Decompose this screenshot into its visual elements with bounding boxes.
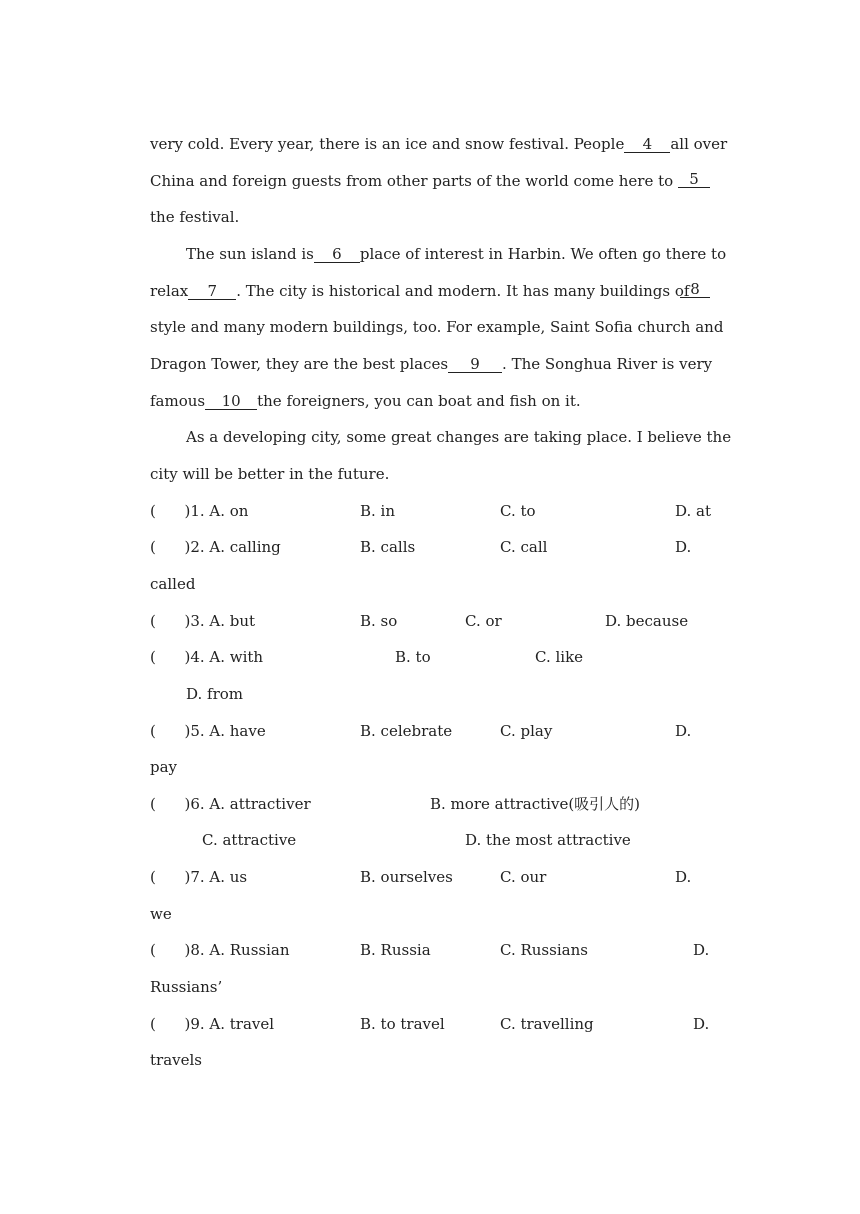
question-7-option-d-wrap: we: [150, 905, 172, 923]
question-1-option-c: C. to: [500, 502, 536, 520]
passage-text: relax: [150, 282, 189, 300]
question-1-stem: ( )1. A. on: [150, 502, 249, 520]
question-7-option-b: B. ourselves: [360, 868, 453, 886]
question-2-stem: ( )2. A. calling: [150, 538, 281, 556]
blank-7: 7: [188, 283, 236, 300]
passage-line-2: [150, 171, 710, 191]
question-8-option-b: B. Russia: [360, 941, 431, 959]
blank-5: 5: [678, 171, 710, 188]
question-2-option-d-wrap: called: [150, 575, 196, 593]
question-9-option-d: D.: [693, 1015, 710, 1033]
passage-line-3: the festival.: [150, 208, 240, 226]
passage-line-7: [150, 354, 713, 374]
passage-text: very cold. Every year, there is an ice and snow festival. People: [150, 135, 625, 153]
question-3-option-b: B. so: [360, 612, 398, 630]
question-3-stem: ( )3. A. but: [150, 612, 256, 630]
passage-line-1: [150, 134, 728, 154]
passage-text: famous: [150, 392, 206, 410]
passage-text: place of interest in Harbin. We often go there to: [359, 245, 727, 263]
question-7-stem: ( )7. A. us: [150, 868, 248, 886]
question-6-option-d: D. the most attractive: [465, 831, 631, 849]
passage-line-4: [150, 244, 727, 264]
passage-text: China and foreign guests from other parts of the world come here to: [150, 172, 674, 190]
passage-line-8: [150, 391, 710, 411]
passage-line-6: style and many modern buildings, too. For example, Saint Sofia church and: [150, 318, 724, 336]
question-3-option-c: C. or: [465, 612, 502, 630]
question-4-option-b: B. to: [395, 648, 431, 666]
blank-9: 9: [448, 356, 502, 373]
passage-text: Dragon Tower, they are the best places: [150, 355, 449, 373]
question-9-option-b: B. to travel: [360, 1015, 445, 1033]
question-4-option-c: C. like: [535, 648, 584, 666]
question-5-option-c: C. play: [500, 722, 553, 740]
question-8-option-c: C. Russians: [500, 941, 588, 959]
question-2-option-c: C. call: [500, 538, 548, 556]
question-6-option-b: B. more attractive(吸引人的): [430, 795, 641, 813]
question-6-stem: ( )6. A. attractiver: [150, 795, 311, 813]
question-8-option-d: D.: [693, 941, 710, 959]
question-6-option-c: C. attractive: [202, 831, 297, 849]
passage-text: the foreigners, you can boat and fish on it.: [257, 392, 581, 410]
question-2-option-b: B. calls: [360, 538, 416, 556]
passage-text: . The Songhua River is very: [502, 355, 713, 373]
passage-line-10: city will be better in the future.: [150, 465, 390, 483]
question-5-option-d-wrap: pay: [150, 758, 178, 776]
question-9-option-c: C. travelling: [500, 1015, 594, 1033]
passage-text: As a developing city, some great changes are taking place. I believe the: [186, 428, 732, 446]
question-1-option-d: D. at: [675, 502, 711, 520]
blank-10: 10: [205, 393, 257, 410]
blank-4: 4: [624, 136, 670, 153]
passage-line-9: [150, 427, 732, 447]
question-7-option-d: D.: [675, 868, 692, 886]
question-8-stem: ( )8. A. Russian: [150, 941, 290, 959]
question-2-option-d: D.: [675, 538, 692, 556]
question-5-option-b: B. celebrate: [360, 722, 453, 740]
question-7-option-c: C. our: [500, 868, 547, 886]
question-1-option-b: B. in: [360, 502, 396, 520]
question-4-option-d: D. from: [186, 685, 244, 703]
question-9-stem: ( )9. A. travel: [150, 1015, 275, 1033]
passage-line-5: [150, 281, 710, 301]
passage-text: all over: [670, 135, 728, 153]
question-4-stem: ( )4. A. with: [150, 648, 264, 666]
passage-text: . The city is historical and modern. It has many buildings of: [236, 282, 690, 300]
question-5-option-d: D.: [675, 722, 692, 740]
blank-6: 6: [314, 246, 360, 263]
question-9-option-d-wrap: travels: [150, 1051, 202, 1069]
question-5-stem: ( )5. A. have: [150, 722, 266, 740]
question-3-option-d: D. because: [605, 612, 689, 630]
blank-8: 8: [680, 281, 710, 298]
question-8-option-d-wrap: Russians’: [150, 978, 223, 996]
passage-text: The sun island is: [186, 245, 314, 263]
